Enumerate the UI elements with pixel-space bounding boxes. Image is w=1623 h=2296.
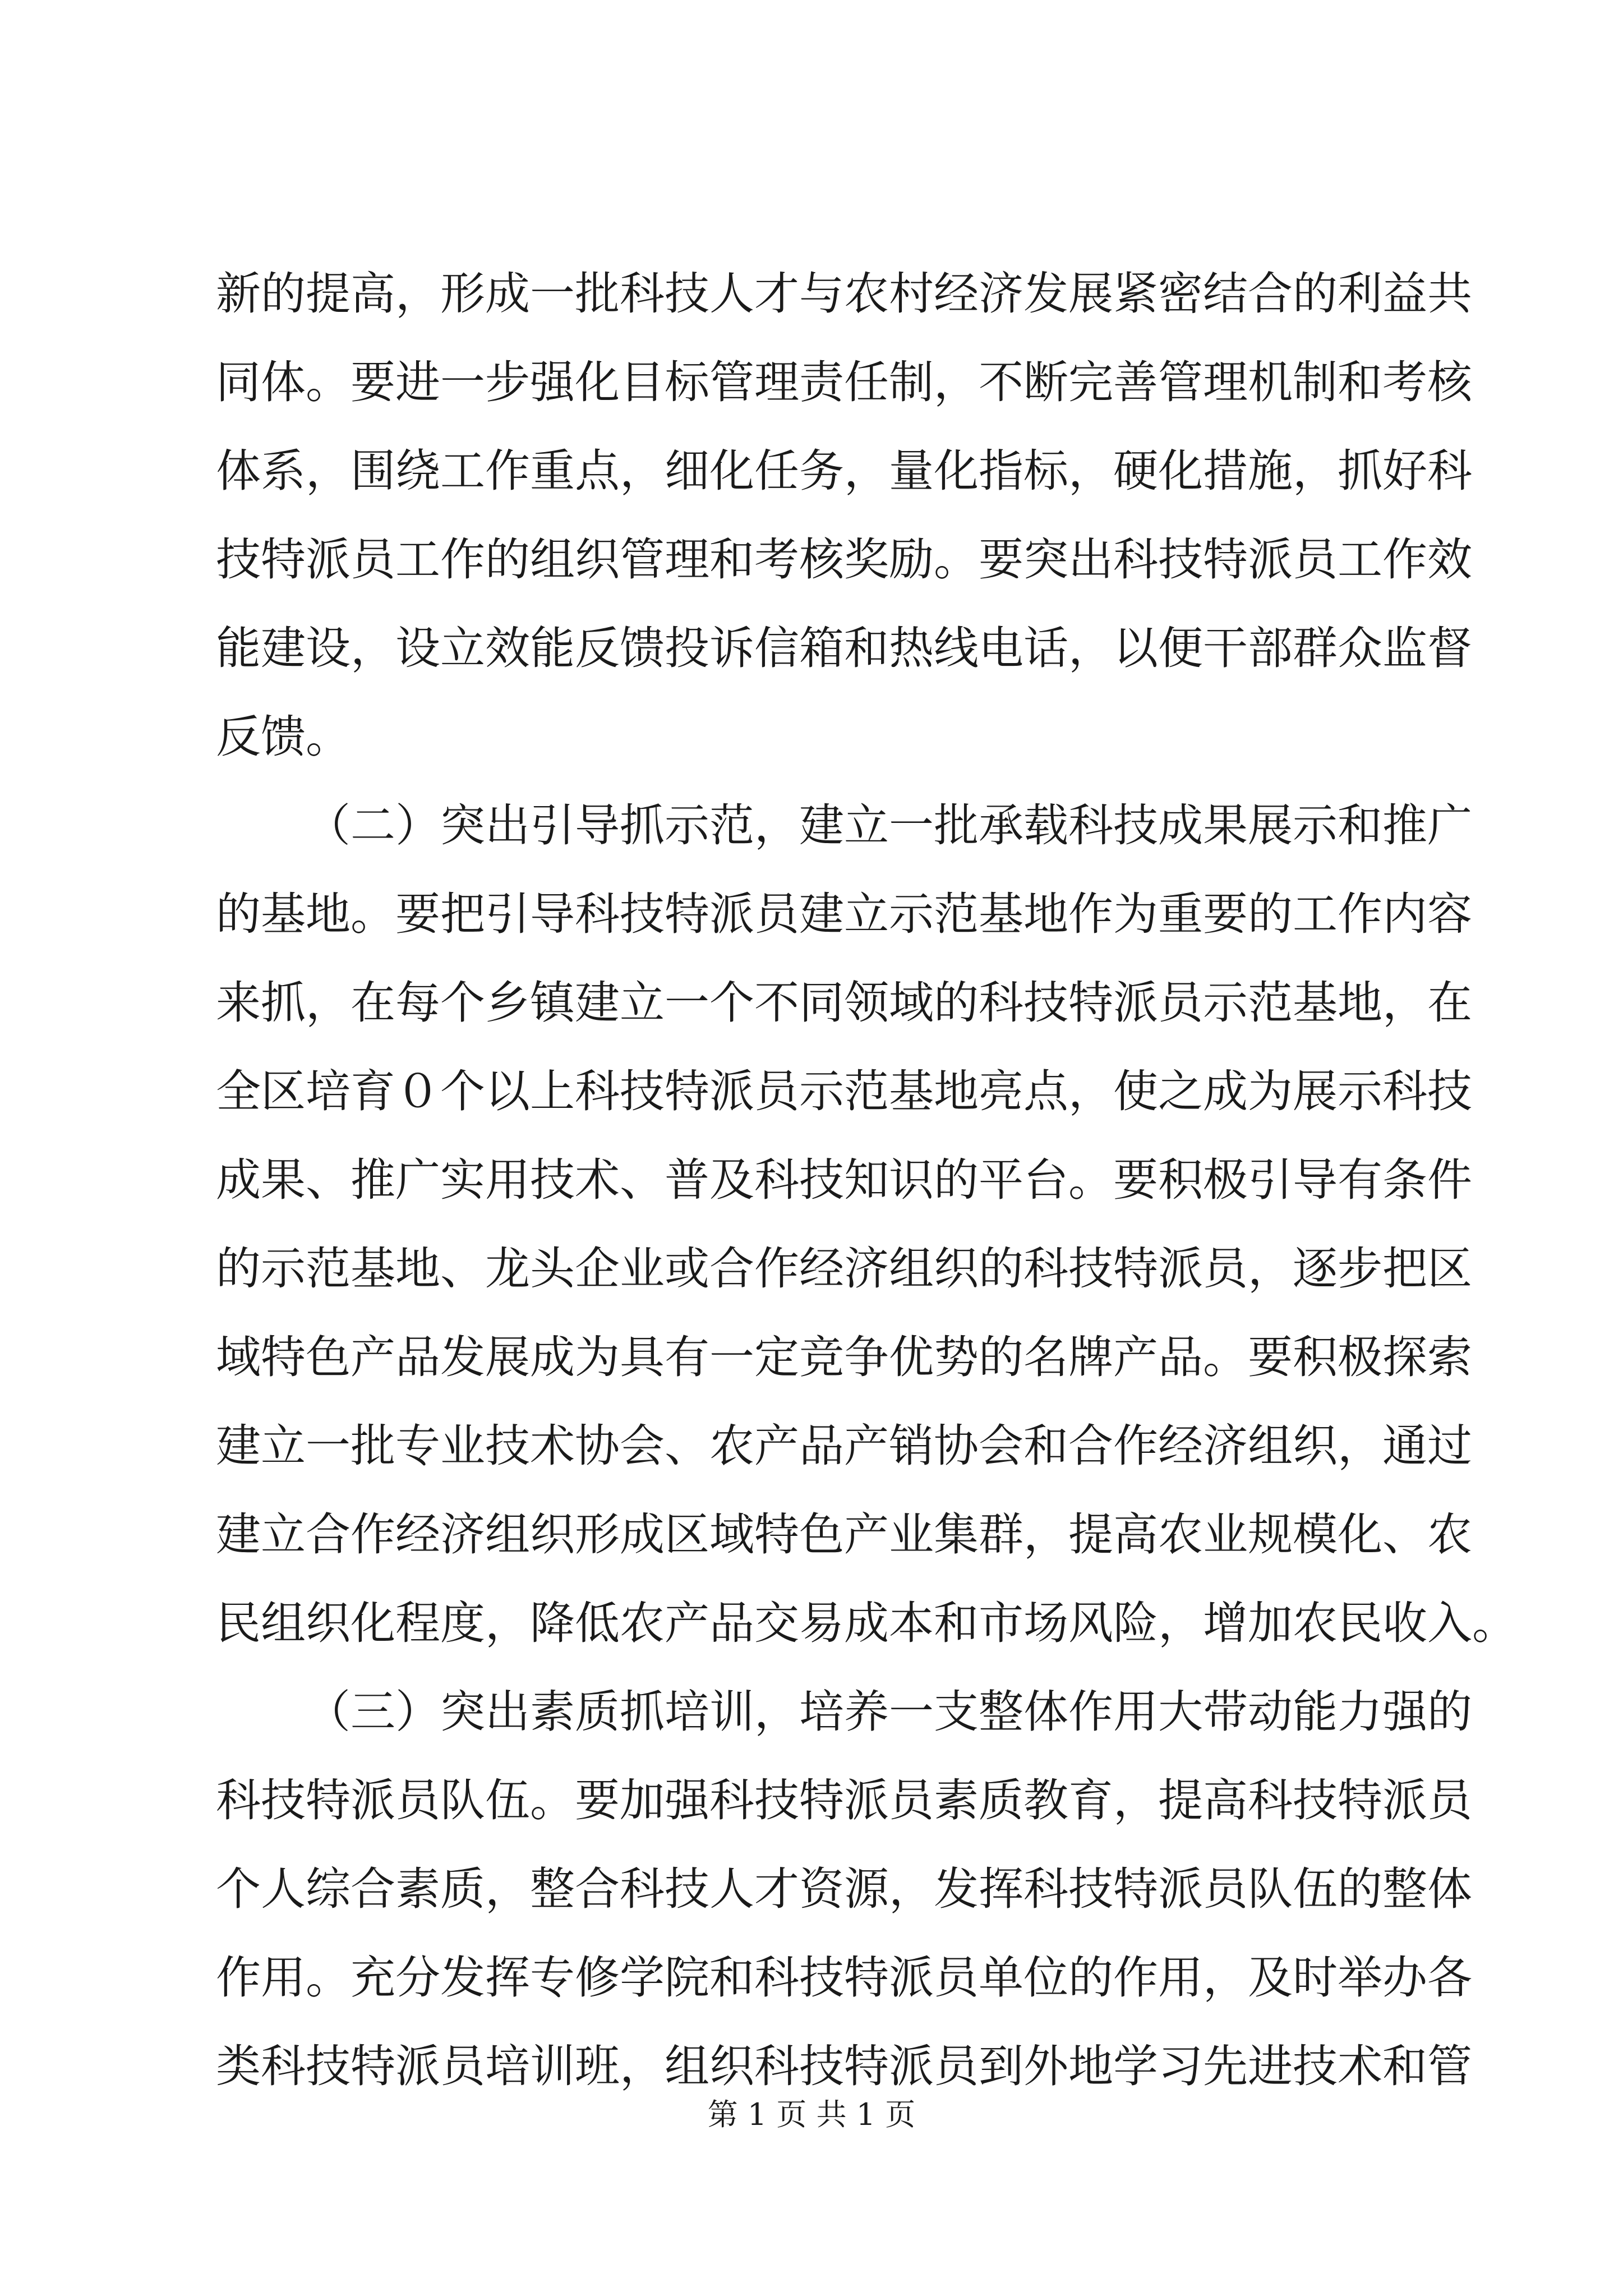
text-line: 建立一批专业技术协会、农产品产销协会和合作经济组织，通过: [216, 1420, 1472, 1472]
text-line: 民组织化程度，降低农产品交易成本和市场风险，增加农民收入。: [216, 1597, 1517, 1649]
text-line: 类科技特派员培训班，组织科技特派员到外地学习先进技术和管: [216, 2040, 1472, 2092]
text-line: 来抓，在每个乡镇建立一个不同领域的科技特派员示范基地，在: [216, 977, 1472, 1029]
text-line: 建立合作经济组织形成区域特色产业集群，提高农业规模化、农: [216, 1508, 1472, 1561]
document-body: [216, 250, 1517, 2111]
text-line: 体系，围绕工作重点，细化任务，量化指标，硬化措施，抓好科: [216, 445, 1472, 497]
text-line: 全区培育０个以上科技特派员示范基地亮点，使之成为展示科技: [216, 1065, 1472, 1117]
text-line: 的基地。要把引导科技特派员建立示范基地作为重要的工作内容: [216, 888, 1472, 940]
text-line: 作用。充分发挥专修学院和科技特派员单位的作用，及时举办各: [216, 1952, 1472, 2004]
text-line: 科技特派员队伍。要加强科技特派员素质教育，提高科技特派员: [216, 1774, 1472, 1826]
text-line: 技特派员工作的组织管理和考核奖励。要突出科技特派员工作效: [216, 533, 1472, 586]
text-line: 反馈。: [216, 711, 351, 763]
text-line: 新的提高，形成一批科技人才与农村经济发展紧密结合的利益共: [216, 268, 1472, 320]
section-heading-3: （三）突出素质抓培训，培养一支整体作用大带动能力强的: [306, 1686, 1472, 1738]
text-line: 的示范基地、龙头企业或合作经济组织的科技特派员，逐步把区: [216, 1243, 1472, 1295]
text-line: 个人综合素质，整合科技人才资源，发挥科技特派员队伍的整体: [216, 1863, 1472, 1915]
text-line: 域特色产品发展成为具有一定竞争优势的名牌产品。要积极探索: [216, 1331, 1472, 1383]
page-footer: [0, 2092, 1623, 2137]
text-line: 同体。要进一步强化目标管理责任制，不断完善管理机制和考核: [216, 356, 1472, 408]
text-line: 成果、推广实用技术、普及科技知识的平台。要积极引导有条件: [216, 1154, 1472, 1206]
page-number-label: 第 1 页 共 1 页: [707, 2097, 916, 2132]
text-line: 能建设，设立效能反馈投诉信箱和热线电话，以便干部群众监督: [216, 622, 1472, 674]
section-heading-2: （二）突出引导抓示范，建立一批承载科技成果展示和推广: [306, 799, 1472, 852]
